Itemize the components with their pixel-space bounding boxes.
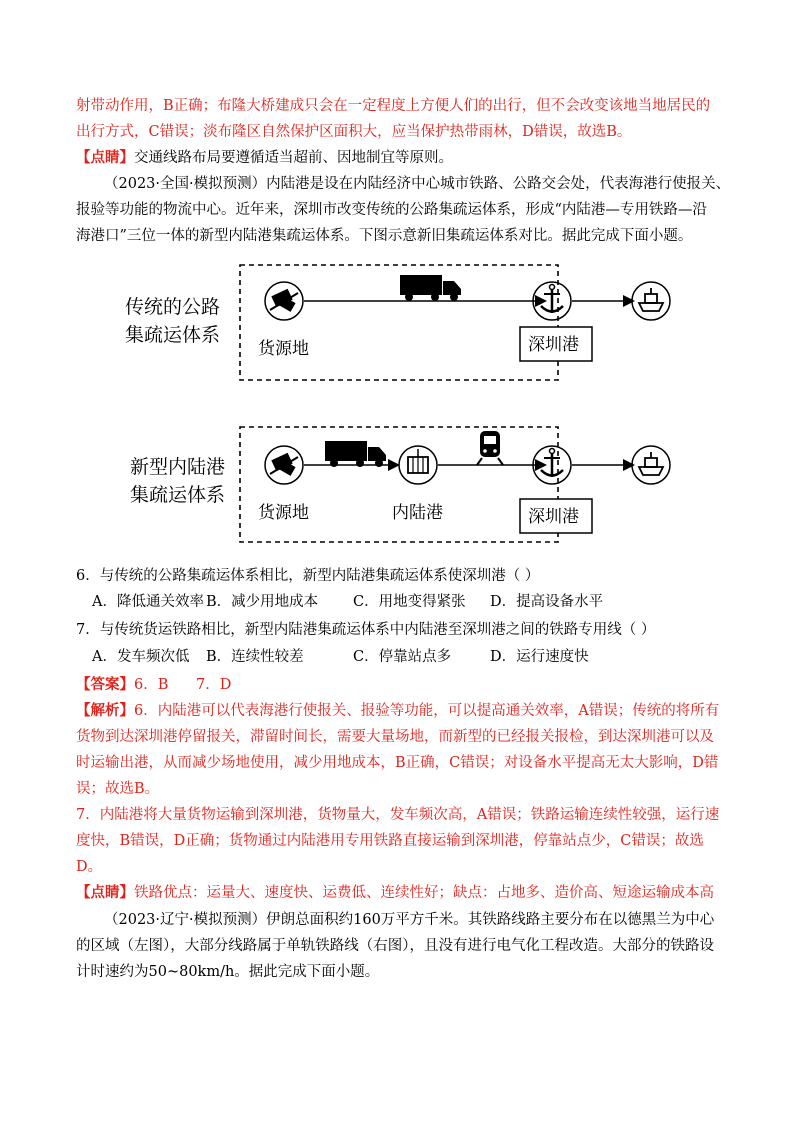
traditional-title-2: 集疏运体系 xyxy=(125,324,221,346)
truck-icon xyxy=(400,275,461,301)
analysis-tag: 【解析】 xyxy=(76,702,134,719)
transport-system-diagram xyxy=(120,255,700,550)
analysis-line-3: 时运输出港，从而减少场地使用，减少用地成本，B正确，C错误；对设备水平提高无太大影响，D错 xyxy=(76,755,719,771)
new-title-2: 集疏运体系 xyxy=(130,484,226,506)
tip2-tag: 【点睛】 xyxy=(76,884,134,901)
intro1-line-3: 海港口”三位一体的新型内陆港集疏运体系。下图示意新旧集疏运体系对比。据此完成下面小题。 xyxy=(76,228,693,244)
tip-text: 交通线路布局要遵循适当超前、因地制宜等原则。 xyxy=(134,150,453,166)
answer-line xyxy=(76,673,726,697)
new-title-1: 新型内陆港 xyxy=(130,456,226,478)
ship-icon xyxy=(632,446,670,484)
q7-option-a: A．发车频次低 xyxy=(92,649,190,665)
q6-option-c: C．用地变得紧张 xyxy=(353,594,466,610)
analysis-line-6: 度快，B错误，D正确；货物通过内陆港用专用铁路直接运输到深圳港，停靠站点少，C错误；故选 xyxy=(76,833,704,849)
question-6: 6．与传统的公路集疏运体系相比，新型内陆港集疏运体系使深圳港（ ） xyxy=(76,568,540,584)
analysis-line-7: D。 xyxy=(76,859,103,875)
q6-option-a: A．降低通关效率 xyxy=(92,594,204,610)
answer-tag: 【答案】 xyxy=(76,676,134,693)
traditional-title-1: 传统的公路 xyxy=(125,296,221,318)
intro2-line-3: 计时速约为50~80km/h。据此完成下面小题。 xyxy=(76,964,380,980)
analysis-line-4: 误；故选B。 xyxy=(76,781,160,797)
ship-icon xyxy=(632,282,670,320)
q7-option-d: D．运行速度快 xyxy=(490,649,589,665)
tip2-line xyxy=(76,881,726,905)
q7-option-b: B．连续性较差 xyxy=(206,649,304,665)
train-icon xyxy=(477,431,503,465)
intro2-line-2: 的区域（左图），大部分线路属于单轨铁路线（右图），且没有进行电气化工程改造。大部分的铁路设 xyxy=(76,938,714,954)
question-7: 7．与传统货运铁路相比，新型内陆港集疏运体系中内陆港至深圳港之间的铁路专用线（ ） xyxy=(76,622,656,638)
tip-line-1 xyxy=(76,146,726,170)
port-label-new: 深圳港 xyxy=(528,507,579,527)
q6-option-b: B．减少用地成本 xyxy=(206,594,319,610)
answer-text: 6．B 7．D xyxy=(134,677,232,693)
intro1-line-2: 报验等功能的物流中心。近年来，深圳市改变传统的公路集疏运体系，形成“内陆港—专用铁路—沿 xyxy=(76,202,707,218)
source-icon xyxy=(265,446,303,484)
analysis-line-5: 7．内陆港将大量货物运输到深圳港，货物量大，发车频次高，A错误；铁路运输连续性较强，运行速 xyxy=(76,807,720,823)
analysis-text-1: 6．内陆港可以代表海港行使报关、报验等功能，可以提高通关效率，A错误；传统的将所有 xyxy=(134,703,720,719)
intro2-line-1: （2023·辽宁·模拟预测）伊朗总面积约160万平方千米。其铁路线路主要分布在以德黑兰为中心 xyxy=(104,912,715,928)
intro1-line-1: （2023·全国·模拟预测）内陆港是设在内陆经济中心城市铁路、公路交会处，代表海港行使报关、 xyxy=(104,176,731,192)
source-label-new: 货源地 xyxy=(258,503,309,523)
analysis-carryover-line-1: 射带动作用，B正确；布隆大桥建成只会在一定程度上方便人们的出行，但不会改变该地当地居民的 xyxy=(76,98,711,114)
analysis-line-1 xyxy=(76,699,726,723)
q6-option-d: D．提高设备水平 xyxy=(490,594,604,610)
inland-port-label: 内陆港 xyxy=(392,503,443,523)
tip-tag: 【点睛】 xyxy=(76,149,134,166)
tip2-text: 铁路优点：运量大、速度快、运费低、连续性好；缺点：占地多、造价高、短途运输成本高 xyxy=(134,885,714,901)
analysis-carryover-line-2: 出行方式，C错误；淡布隆区自然保护区面积大，应当保护热带雨林，D错误，故选B。 xyxy=(76,124,632,140)
new-dashed-box xyxy=(240,427,558,542)
port-label-traditional: 深圳港 xyxy=(528,335,579,355)
source-icon xyxy=(265,282,303,320)
analysis-line-2: 货物到达深圳港停留报关，滞留时间长，需要大量场地，而新型的已经报关报检，到达深圳港可以及 xyxy=(76,729,714,745)
truck-icon xyxy=(325,441,386,467)
source-label-traditional: 货源地 xyxy=(258,339,309,359)
q7-option-c: C．停靠站点多 xyxy=(353,649,452,665)
container-icon xyxy=(399,446,437,484)
